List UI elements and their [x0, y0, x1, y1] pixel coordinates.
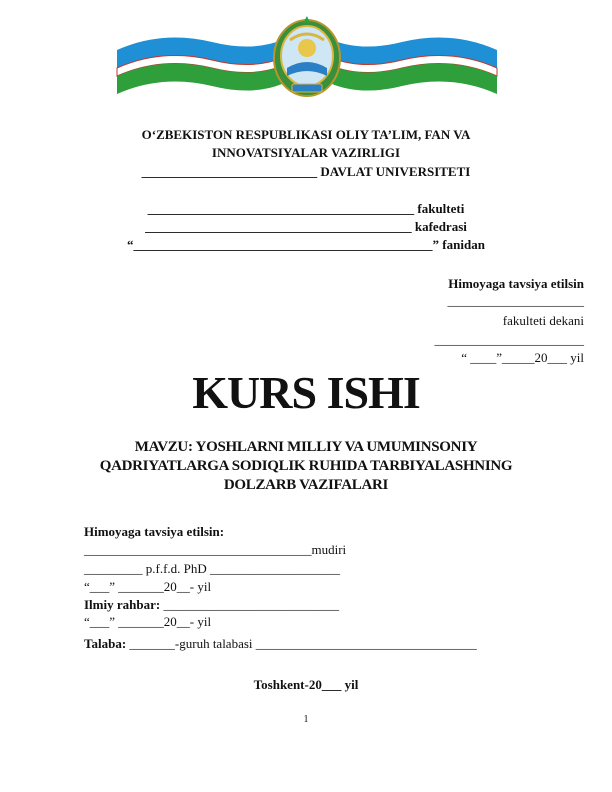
supervisor-blank: ___________________________ [160, 597, 339, 612]
approval-date-left-2: “___” _______20__- yil [84, 614, 212, 629]
supervisor-label: Ilmiy rahbar: [84, 597, 161, 612]
dean-label: fakulteti dekani [502, 313, 584, 328]
ministry-line-2: INNOVATSIYALAR VAZIRLIGI [211, 145, 401, 160]
student-line [84, 636, 477, 652]
emblem-coat-of-arms-icon [92, 10, 522, 100]
ministry-line-1: O‘ZBEKISTON RESPUBLIKASI OLIY TA’LIM, FAN VA [141, 127, 471, 142]
page-title: KURS ISHI [192, 367, 420, 418]
approval-date-left-1: “___” _______20__- yil [84, 579, 212, 594]
city-year: Toshkent-20___ yil [253, 677, 359, 692]
approval-title-right: Himoyaga tavsiya etilsin [448, 276, 584, 291]
page-number: 1 [303, 714, 309, 725]
student-blank: _______-guruh talabasi __________________________________ [126, 636, 477, 651]
student-label: Talaba: [84, 636, 127, 651]
approval-date-right: “ ____”_____20___ yil [461, 350, 584, 365]
faculty-line: _________________________________________ fakulteti [147, 201, 465, 216]
right-flag-icon [332, 38, 497, 95]
topic-line-3: DOLZARB VAZIFALARI [223, 477, 389, 493]
dean-signature-blank: _____________________ [447, 293, 584, 308]
left-flag-icon [117, 38, 282, 95]
subject-line: “______________________________________________” fanidan [127, 237, 485, 252]
head-of-department-line: ___________________________________mudiri [84, 542, 347, 557]
topic-line-1: MAVZU: YOSHLARNI MILLIY VA UMUMINSONIY [134, 439, 478, 455]
crest-icon [274, 16, 340, 96]
approval-title-left: Himoyaga tavsiya etilsin: [84, 524, 225, 539]
department-line: _________________________________________ kafedrasi [145, 219, 467, 234]
supervisor-line [84, 597, 339, 613]
topic-line-2: QADRIYATLARGA SODIQLIK RUHIDA TARBIYALASHNING [99, 458, 513, 474]
dean-name-blank: _______________________ [434, 332, 584, 347]
university-line: ___________________________ DAVLAT UNIVERSITETI [141, 164, 471, 179]
degree-line: _________ p.f.f.d. PhD ____________________ [84, 561, 341, 576]
